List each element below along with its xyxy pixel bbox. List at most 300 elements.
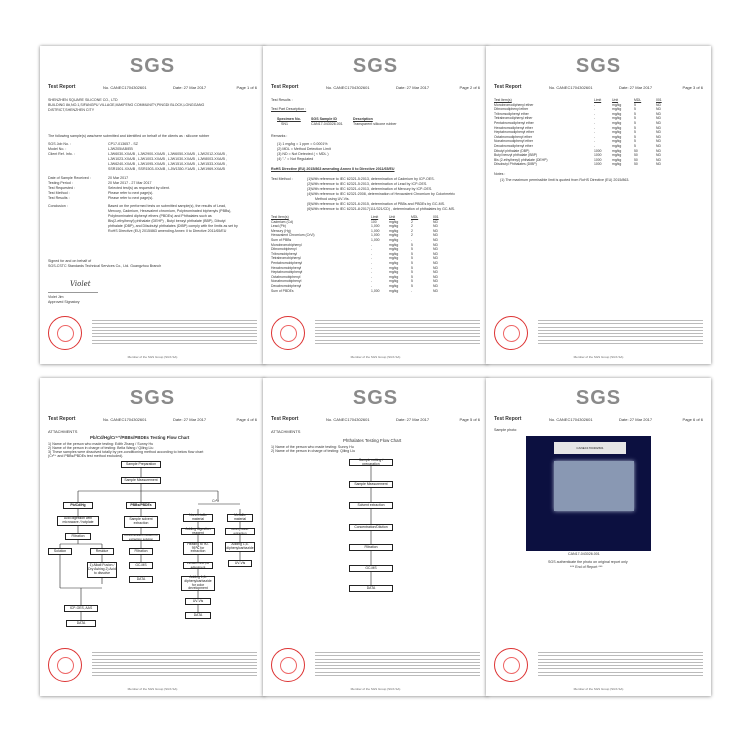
table-cell: 5 bbox=[411, 260, 413, 265]
report-date: Date: 27 Mar 2017 bbox=[619, 85, 653, 90]
tester-name: 1) Name of the person who made testing: Sunny Hu bbox=[271, 445, 354, 449]
step-data-2: DATA bbox=[129, 576, 153, 583]
spec-row-3: Transparent silicone rubber bbox=[353, 122, 397, 126]
table-cell: 5 bbox=[634, 139, 636, 144]
report-title: Test Report bbox=[48, 84, 76, 90]
table-cell: ND bbox=[433, 274, 438, 279]
table-cell: Sum of PBBs bbox=[271, 237, 292, 242]
table-cell: ND bbox=[656, 157, 661, 162]
table-cell: mg/kg bbox=[612, 125, 622, 130]
field-value: Please refer to next page(s). bbox=[108, 191, 154, 195]
table-cell: ND bbox=[433, 242, 438, 247]
table-cell: - bbox=[594, 102, 596, 107]
field-value: LJW6030-XXA/B , LJW2900-XXA/B , LJW6050-XXA/B , LJW2012-XXA/B , bbox=[108, 152, 227, 156]
sgs-seal bbox=[48, 648, 82, 682]
field-label: Conclusion : bbox=[48, 204, 68, 208]
table-cell: 5 bbox=[411, 283, 413, 288]
footer-member-note: Member of the SGS Group (SGS SA) bbox=[350, 355, 401, 359]
column-header: Test Item(s) bbox=[494, 98, 512, 102]
table-cell: ND bbox=[656, 148, 661, 153]
table-cell: 5 bbox=[634, 134, 636, 139]
table-cell: 5 bbox=[411, 270, 413, 275]
page-number: Page 6 of 6 bbox=[682, 417, 703, 422]
table-cell: ND bbox=[656, 120, 661, 125]
field-label: Client Ref. Info. : bbox=[48, 152, 75, 156]
test-method-line: (6)With reference to IEC 62321-8:2017(111/321/CD) , determination of phthalates by GC-MS. bbox=[307, 207, 456, 211]
spec-row-2: CAN17-043026.001 bbox=[311, 122, 343, 126]
table-cell: ND bbox=[433, 265, 438, 270]
table-cell: ND bbox=[656, 107, 661, 112]
step-uv-vis-2: UV-Vis bbox=[228, 560, 252, 567]
step-acid-digestion: Acid digestion with microwave / hotplate bbox=[57, 516, 99, 526]
table-cell: - bbox=[371, 265, 373, 270]
in-charge-name: 2) Name of the person in charge of testing: Qiling Liu bbox=[271, 449, 356, 453]
test-results-label: Test Results : bbox=[271, 98, 293, 102]
footer-fine-print bbox=[315, 320, 480, 346]
report-number: No. CANEC1704302601 bbox=[549, 417, 593, 422]
sgs-seal bbox=[494, 648, 528, 682]
photo-caption: CAN17-043026.001 bbox=[568, 552, 600, 556]
sample-photo-label: Sample photo: bbox=[494, 428, 518, 432]
table-cell: - bbox=[411, 288, 413, 293]
table-cell: ND bbox=[656, 143, 661, 148]
table-cell: ND bbox=[656, 111, 661, 116]
table-cell: mg/kg bbox=[612, 111, 622, 116]
report-title: Test Report bbox=[494, 416, 522, 422]
table-cell: 5 bbox=[634, 102, 636, 107]
table-cell: Hexabromodiphenyl ether bbox=[494, 125, 533, 130]
page-header bbox=[48, 84, 257, 93]
table-cell: mg/kg bbox=[389, 251, 399, 256]
report-date: Date: 27 Mar 2017 bbox=[396, 417, 430, 422]
spec-head-2: SGS Sample ID bbox=[311, 117, 337, 121]
intro-text: The following sample(s) was/were submitted and identified on behalf of the clients as : silicone rubber bbox=[48, 134, 210, 138]
flow-chart-title: Pb/Cd/Hg/Cr⁶⁺/PBBs/PBDEs Testing Flow Chart bbox=[90, 435, 190, 440]
table-cell: 50 bbox=[634, 162, 638, 167]
page-header bbox=[271, 84, 480, 93]
table-cell: 50 bbox=[634, 153, 638, 158]
field-value: phthalate (DBP), and Diisobutyl phthalates (DIBP) comply with the limits as set by bbox=[108, 224, 238, 228]
table-cell: - bbox=[594, 125, 596, 130]
step-uv-vis-1: UV-Vis bbox=[185, 598, 211, 605]
field-label: Date of Sample Received : bbox=[48, 176, 91, 180]
step-alkali-fusion: 1) Alkali Fusion / Dry Ashing 2) Acid to dissolve bbox=[87, 562, 117, 578]
field-value: Selected test(s) as requested by client. bbox=[108, 186, 170, 190]
field-value: Polybrominated diphenyl ethers (PBDEs) and Phthalates such as bbox=[108, 214, 212, 218]
step-digestion-reagent: Adding digestion reagent bbox=[181, 528, 215, 535]
table-cell: ND bbox=[433, 279, 438, 284]
table-cell: 1,000 bbox=[371, 228, 380, 233]
table-cell: Bis (2-ethylhexyl) phthalate (DEHP) bbox=[494, 157, 548, 162]
branch-cr6: Cr⁶⁺ bbox=[212, 499, 220, 503]
footer-member-note: Member of the SGS Group (SGS SA) bbox=[350, 687, 401, 691]
signature: Violet bbox=[70, 280, 91, 288]
table-cell: - bbox=[371, 242, 373, 247]
table-cell: Hexavalent Chromium (CrVI) bbox=[271, 233, 315, 238]
test-part-label: Test Part Description : bbox=[271, 107, 307, 111]
field-value: Bis(2-ethylhexyl) phthalate (DEHP) , Butyl benzyl phthalate (BBP), Dibutyl bbox=[108, 219, 226, 223]
signature-line bbox=[48, 292, 98, 293]
report-title: Test Report bbox=[271, 84, 299, 90]
step-data-1: DATA bbox=[66, 620, 96, 627]
method-note-2: (Cr⁶⁺ and PBBs/PBDEs test method excluded). bbox=[48, 454, 124, 458]
table-cell: - bbox=[594, 111, 596, 116]
table-cell: ND bbox=[656, 162, 661, 167]
field-label: SGS Job No. : bbox=[48, 142, 71, 146]
field-value: 20 Mar 2017 - 27 Mar 2017 bbox=[108, 181, 152, 185]
page-number: Page 3 of 6 bbox=[682, 85, 703, 90]
field-label: Test Method : bbox=[48, 191, 70, 195]
flow-step: DATA bbox=[349, 585, 393, 592]
table-cell: Tribromodiphenyl ether bbox=[494, 111, 529, 116]
table-cell: mg/kg bbox=[612, 139, 622, 144]
step-solution: Solution bbox=[48, 548, 72, 555]
report-number: No. CANEC1704302601 bbox=[103, 85, 147, 90]
report-date: Date: 27 Mar 2017 bbox=[396, 85, 430, 90]
step-boiling-water: Boiling water extraction bbox=[225, 528, 255, 535]
table-cell: 1000 bbox=[594, 157, 602, 162]
client-address-2: DISTRICT,SHENZHEN CITY bbox=[48, 108, 95, 112]
footer-member-note: Member of the SGS Group (SGS SA) bbox=[573, 355, 624, 359]
step-filtration-2: Filtration bbox=[129, 548, 153, 555]
table-cell: 1000 bbox=[594, 162, 602, 167]
table-cell: 100 bbox=[371, 219, 377, 224]
attachments-label: ATTACHMENTS bbox=[48, 429, 78, 434]
table-cell: Dibromobiphenyl bbox=[271, 247, 297, 252]
table-cell: mg/kg bbox=[389, 233, 399, 238]
report-page-3 bbox=[486, 46, 711, 364]
field-value: CP17-013657 - SZ bbox=[108, 142, 138, 146]
table-cell: mg/kg bbox=[389, 260, 399, 265]
spec-row-1: SN1 bbox=[281, 122, 288, 126]
table-cell: ND bbox=[433, 233, 438, 238]
table-cell: 5 bbox=[634, 116, 636, 121]
report-page-1 bbox=[40, 46, 265, 364]
table-cell: mg/kg bbox=[389, 224, 399, 229]
in-charge-name: 2) Name of the person in charge of testing: Bella Wang / Qiling Liu bbox=[48, 446, 154, 450]
table-row bbox=[494, 162, 664, 167]
flow-step: GC-MS bbox=[349, 565, 393, 572]
sgs-logo: SGS bbox=[129, 55, 176, 77]
field-value: LJW205/AB/EB bbox=[108, 147, 133, 151]
sgs-logo: SGS bbox=[575, 387, 622, 409]
footer-member-note: Member of the SGS Group (SGS SA) bbox=[573, 687, 624, 691]
table-cell: - bbox=[371, 270, 373, 275]
flow-step: Solvent extraction bbox=[349, 502, 393, 509]
page-number: Page 1 of 6 bbox=[236, 85, 257, 90]
table-cell: mg/kg bbox=[612, 107, 622, 112]
table-cell: Nonabromobiphenyl bbox=[271, 279, 302, 284]
table-cell: 5 bbox=[411, 242, 413, 247]
test-method-line: (1)With reference to IEC 62321-5:2013, determination of Cadmium by ICP-OES. bbox=[307, 177, 435, 181]
table-cell: ND bbox=[433, 224, 438, 229]
table-cell: Tetrabromobiphenyl bbox=[271, 256, 301, 261]
test-method-line: (5)With reference to IEC 62321-6:2015, determination of PBBs and PBDEs by GC-MS. bbox=[307, 202, 446, 206]
table-cell: Mercury (Hg) bbox=[271, 228, 291, 233]
table-cell: mg/kg bbox=[612, 134, 622, 139]
table-cell: Butyl benzyl phthalate (BBP) bbox=[494, 153, 538, 158]
step-metallic: Metallic material bbox=[227, 514, 253, 522]
field-label: Test Requested : bbox=[48, 186, 75, 190]
step-diphenylcarbazide-2: Adding 1,5-diphenylcarbazide bbox=[226, 542, 254, 550]
table-cell: ND bbox=[433, 251, 438, 256]
table-cell: Pentabromobiphenyl bbox=[271, 260, 303, 265]
table-cell: - bbox=[594, 120, 596, 125]
note-2: (2) MDL = Method Detection Limit bbox=[277, 147, 331, 151]
table-cell: Heptabromobiphenyl bbox=[271, 270, 303, 275]
step-gc-ms: GC-MS bbox=[129, 562, 153, 569]
branch-pb-cd-hg: Pb/Cd/Hg bbox=[63, 502, 93, 509]
table-row bbox=[271, 289, 441, 294]
report-page-4 bbox=[40, 378, 265, 696]
report-number: No. CANEC1704302601 bbox=[103, 417, 147, 422]
table-cell: - bbox=[371, 247, 373, 252]
sgs-seal bbox=[48, 316, 82, 350]
flow-step: Concentration/Dilution bbox=[349, 524, 393, 531]
step-nonmetallic: Nonmetallic material bbox=[183, 514, 213, 522]
table-cell: 1,000 bbox=[371, 288, 380, 293]
field-value: Based on the performed tests on submitted sample(s), the results of Lead, bbox=[108, 204, 227, 208]
table-cell: ND bbox=[656, 153, 661, 158]
table-cell: Diisobutyl Phthalates (DIBP) bbox=[494, 162, 537, 167]
test-method-line: (3)With reference to IEC 62321-4:2013, determination of Mercury by ICP-OES. bbox=[307, 187, 433, 191]
table-cell: 5 bbox=[634, 130, 636, 135]
table-cell: ND bbox=[433, 247, 438, 252]
signer-role: Approved Signatory bbox=[48, 300, 80, 304]
table-cell: mg/kg bbox=[612, 116, 622, 121]
field-value: Please refer to next page(s). bbox=[108, 196, 154, 200]
table-cell: mg/kg bbox=[612, 148, 622, 153]
footer-fine-print bbox=[538, 320, 703, 346]
remarks-label: Remarks : bbox=[271, 134, 288, 138]
table-cell: 5 bbox=[411, 279, 413, 284]
sample-photo bbox=[526, 436, 651, 551]
flow-chart-title: Phthalates Testing Flow Chart bbox=[343, 438, 402, 443]
table-cell: 2 bbox=[411, 224, 413, 229]
table-cell: 2 bbox=[411, 233, 413, 238]
step-sample-preparation: Sample Preparation bbox=[121, 461, 161, 468]
table-cell: 5 bbox=[634, 111, 636, 116]
table-cell: - bbox=[594, 116, 596, 121]
column-header: Limit bbox=[371, 215, 379, 219]
column-header: MDL bbox=[411, 215, 419, 219]
client-address-1: BUILDING 8#,NO.1,SIFANGPU VILLAGE,MAKFENG COMMUNITY,PINGDI BLOCK,LONGGANG bbox=[48, 103, 205, 107]
silicone-sheet bbox=[554, 461, 634, 511]
table-cell: Tribromobiphenyl bbox=[271, 251, 298, 256]
table-cell: - bbox=[371, 279, 373, 284]
table-cell: mg/kg bbox=[389, 242, 399, 247]
table-cell: mg/kg bbox=[612, 157, 622, 162]
end-of-report: *** End of Report *** bbox=[570, 565, 603, 569]
spec-head-1: Specimen No. bbox=[277, 117, 301, 121]
step-icp-oes: ICP-OES, AAS bbox=[64, 605, 98, 612]
field-label: Testing Period : bbox=[48, 181, 73, 185]
table-cell: Decabromobiphenyl bbox=[271, 283, 302, 288]
test-method-line: Method using UV-Vis. bbox=[315, 197, 350, 201]
table-cell: - bbox=[371, 260, 373, 265]
table-cell: Heptabromodiphenyl ether bbox=[494, 130, 534, 135]
flow-step: Sample cutting / preparation bbox=[349, 459, 393, 466]
table-cell: - bbox=[594, 107, 596, 112]
table-cell: - bbox=[371, 274, 373, 279]
field-value: Mercury, Cadmium, Hexavalent chromium, Polybrominated biphenyls (PBBs), bbox=[108, 209, 232, 213]
column-header: MDL bbox=[634, 98, 642, 102]
table-cell: ND bbox=[433, 237, 438, 242]
table-cell: mg/kg bbox=[389, 279, 399, 284]
field-label: Test Results : bbox=[48, 196, 70, 200]
note-3: (3) ND = Not Detected ( < MDL ) bbox=[277, 152, 329, 156]
footer-fine-print bbox=[92, 652, 257, 678]
table-cell: ND bbox=[656, 116, 661, 121]
table-cell: ND bbox=[656, 125, 661, 130]
table-cell: ND bbox=[433, 219, 438, 224]
report-page-5 bbox=[263, 378, 488, 696]
field-value: 20 Mar 2017 bbox=[108, 176, 129, 180]
table-cell: mg/kg bbox=[612, 130, 622, 135]
table-cell: 50 bbox=[634, 157, 638, 162]
table-cell: mg/kg bbox=[389, 219, 399, 224]
column-header: Limit bbox=[594, 98, 602, 102]
footer-fine-print bbox=[315, 652, 480, 678]
table-cell: 5 bbox=[411, 274, 413, 279]
report-date: Date: 27 Mar 2017 bbox=[619, 417, 653, 422]
table-cell: mg/kg bbox=[389, 274, 399, 279]
attachments-label: ATTACHMENTS bbox=[271, 429, 301, 434]
table-cell: mg/kg bbox=[389, 237, 399, 242]
notes-text: (1) The maximum permissible limit is quoted from RoHS Directive (EU) 2015/863. bbox=[500, 178, 630, 182]
table-cell: 1,000 bbox=[371, 237, 380, 242]
table-cell: Nonabromodiphenyl ether bbox=[494, 139, 534, 144]
table-cell: - bbox=[594, 130, 596, 135]
table-cell: 5 bbox=[411, 265, 413, 270]
page-number: Page 4 of 6 bbox=[236, 417, 257, 422]
table-cell: ND bbox=[433, 260, 438, 265]
table-cell: Octabromobiphenyl bbox=[271, 274, 301, 279]
note-4: (4) "-" = Not Regulated bbox=[277, 157, 314, 161]
table-cell: 5 bbox=[634, 120, 636, 125]
report-number: No. CANEC1704302601 bbox=[326, 85, 370, 90]
method-note: 3) These samples were dissolved totally by pre-conditioning method according to below flow chart bbox=[48, 450, 204, 454]
spec-head-3: Description bbox=[353, 117, 373, 121]
table-cell: ND bbox=[433, 283, 438, 288]
photo-auth-note: SGS authenticate the photo on original report only bbox=[548, 560, 628, 564]
report-title: Test Report bbox=[48, 416, 76, 422]
page-header bbox=[494, 84, 703, 93]
table-cell: Dibutyl phthalate (DBP) bbox=[494, 148, 530, 153]
step-heating: Heating to 90-95℃ for extraction bbox=[183, 542, 213, 555]
step-data-3: DATA bbox=[185, 612, 211, 619]
step-diphenylcarbazide-1: Adding 1,5-diphenylcarbazide for color development bbox=[181, 576, 215, 591]
table-cell: - bbox=[594, 143, 596, 148]
column-header: Unit bbox=[612, 98, 619, 102]
field-label: Model No. : bbox=[48, 147, 67, 151]
flow-step: Sample Measurement bbox=[349, 481, 393, 488]
table-cell: mg/kg bbox=[612, 120, 622, 125]
report-number: No. CANEC1704302601 bbox=[326, 417, 370, 422]
field-value: RoHS Directive (EU) 2015/863 amending Annex II to Directive 2011/65/EU bbox=[108, 229, 227, 233]
report-number: No. CANEC1704302601 bbox=[549, 85, 593, 90]
sgs-logo: SGS bbox=[575, 55, 622, 77]
page-header bbox=[494, 416, 703, 425]
branch-pbbs-pbdes: PBBs/PBDEs bbox=[126, 502, 156, 509]
table-cell: - bbox=[371, 251, 373, 256]
column-header: 001 bbox=[433, 215, 439, 219]
table-cell: Hexabromobiphenyl bbox=[271, 265, 302, 270]
table-cell: 5 bbox=[411, 256, 413, 261]
client-company: SHENZHEN SQUARE SILICONE CO., LTD bbox=[48, 98, 118, 102]
field-value: LJW1023-XXA/B , LJW1003-XXA/B , LJW1030-XXA/B , LJW8003-XXA/B , bbox=[108, 157, 227, 161]
field-value: LJW6240-XXA/B , LJW1095-XXA/B , LJW1510-XXA/B , LJW1533-XXA/B , bbox=[108, 162, 227, 166]
sgs-seal bbox=[271, 316, 305, 350]
report-title: Test Report bbox=[271, 416, 299, 422]
table-cell: mg/kg bbox=[389, 265, 399, 270]
table-cell: 5 bbox=[634, 143, 636, 148]
step-ph-adjust: Filtration and pH adjustment bbox=[183, 562, 213, 569]
footer-fine-print bbox=[92, 320, 257, 346]
table-cell: 50 bbox=[634, 148, 638, 153]
report-date: Date: 27 Mar 2017 bbox=[173, 85, 207, 90]
table-cell: Decabromodiphenyl ether bbox=[494, 143, 533, 148]
step-solvent-extraction: Sample solvent extraction bbox=[124, 516, 158, 528]
table-cell: ND bbox=[656, 130, 661, 135]
flow-connectors bbox=[263, 378, 488, 696]
table-cell: 5 bbox=[411, 251, 413, 256]
table-cell: Dibromodiphenyl ether bbox=[494, 107, 529, 112]
table-cell: ND bbox=[656, 134, 661, 139]
tester-name: 1) Name of the person who made testing: Edith Zhang / Sunny Hu bbox=[48, 442, 154, 446]
table-cell: Octabromodiphenyl ether bbox=[494, 134, 533, 139]
table-cell: Tetrabromodiphenyl ether bbox=[494, 116, 533, 121]
table-cell: Monobromobiphenyl bbox=[271, 242, 302, 247]
table-cell: ND bbox=[433, 228, 438, 233]
test-method-label: Test Method : bbox=[271, 177, 293, 181]
footer-member-note: Member of the SGS Group (SGS SA) bbox=[127, 687, 178, 691]
column-header: 001 bbox=[656, 98, 662, 102]
footer-fine-print bbox=[538, 652, 703, 678]
table-cell: Sum of PBDEs bbox=[271, 288, 294, 293]
table-cell: mg/kg bbox=[389, 270, 399, 275]
rohs-title: RoHS Directive (EU) 2015/863 amending Annex II to Directive 2011/65/EU bbox=[271, 167, 395, 171]
results-table-continued bbox=[494, 98, 664, 167]
flow-step: Filtration bbox=[349, 544, 393, 551]
table-cell: ND bbox=[433, 256, 438, 261]
table-cell: mg/kg bbox=[612, 162, 622, 167]
table-cell: mg/kg bbox=[389, 228, 399, 233]
report-page-2 bbox=[263, 46, 488, 364]
table-cell: 5 bbox=[634, 125, 636, 130]
table-cell: mg/kg bbox=[612, 153, 622, 158]
photo-tag: CANEC1704302601 bbox=[554, 442, 626, 454]
table-cell: - bbox=[371, 256, 373, 261]
table-cell: - bbox=[411, 237, 413, 242]
table-cell: mg/kg bbox=[389, 283, 399, 288]
report-page-6 bbox=[486, 378, 711, 696]
notes-label: Notes : bbox=[494, 172, 506, 176]
table-cell: 5 bbox=[411, 247, 413, 252]
sgs-seal bbox=[494, 316, 528, 350]
step-filtration-1: Filtration bbox=[65, 533, 91, 540]
table-cell: mg/kg bbox=[389, 247, 399, 252]
sgs-logo: SGS bbox=[352, 387, 399, 409]
note-1: (1) 1 mg/kg = 1 ppm = 0.0001% bbox=[277, 142, 328, 146]
table-cell: - bbox=[594, 134, 596, 139]
footer-member-note: Member of the SGS Group (SGS SA) bbox=[127, 355, 178, 359]
table-cell: mg/kg bbox=[389, 256, 399, 261]
signer-name: Violet Jim bbox=[48, 295, 64, 299]
step-concentration: Concentration/ Dilution of extraction solution bbox=[122, 534, 160, 541]
table-cell: - bbox=[594, 139, 596, 144]
table-cell: 5 bbox=[634, 107, 636, 112]
